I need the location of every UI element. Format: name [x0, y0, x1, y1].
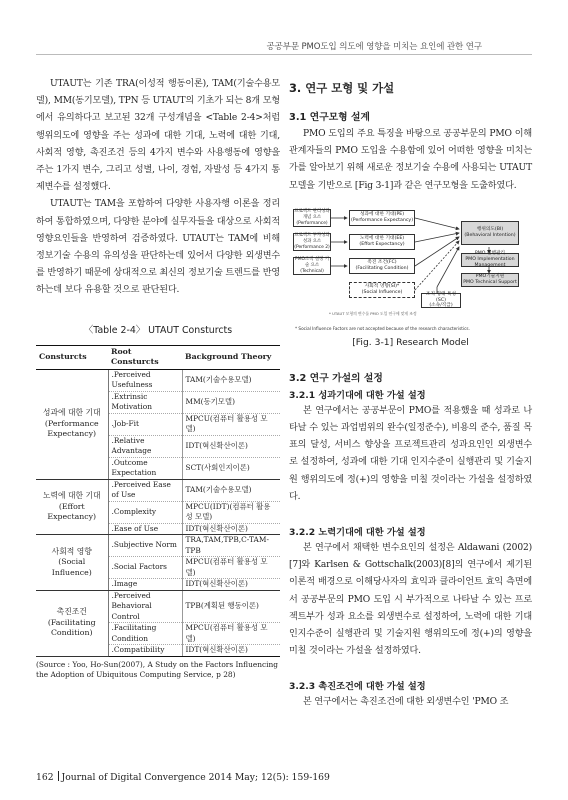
figure-label: PMO기술지원: [475, 274, 505, 280]
paragraph-utaut-intro: UTAUT는 기존 TRA(이성적 행동이론), TAM(기술수용모델), MM(동기모델), TPN 등 UTAUT의 기초가 되는 8개 모형에서 유의하다고 보고된 32개 구성개념을 <Table 2-4>처럼 행위의도에 영향을 주는 성과에 대한 기대, 노력에 대한 기대, 사회적 영향, 촉진조건 등의 4가지 변수와 사용행동에 영향을 주는 1가지 변수, 그리고 성별, 나이, 경험, 자발성 등 4가지 통제변수를 설정했다.: [36, 79, 280, 193]
section-3-2-3-title: 3.2.3 촉진조건에 대한 가설 설정: [289, 681, 426, 693]
section-3-2-1-title: 3.2.1 성과기대에 대한 가설 설정: [289, 389, 426, 401]
footer-divider: [58, 771, 59, 781]
background-theory: IDT(혁신확산이론): [182, 435, 280, 457]
figure-label: 사회적 영향(SI)*: [364, 284, 400, 290]
figure-label-en: (Effort Expectancy): [359, 241, 405, 247]
section-3-2-title: 3.2 연구 가설의 설정: [289, 372, 383, 384]
figure-label: PMO조직 설정 기술 요소: [295, 257, 329, 269]
root-construct: .Job-Fit: [108, 413, 182, 435]
section-3-2-2-title: 3.2.2 노력기대에 대한 가설 설정: [289, 527, 426, 539]
header-rule: [36, 54, 532, 55]
group-label-social: 사회적 영향 (Social Influence): [36, 535, 108, 591]
section-3-2-2-paragraph: 본 연구에서 채택한 변수요인의 설정은 Aldawani (2002)[7]와 Karlsen & Gottschalk(2003)[8]의 연구에서 제기된 이론적 배경으로 이해당사자의 효익과 클라이언트 효익 측면에서 공공부문의 PMO 도입 시 부가적으로 나타날 수 있는 프로젝트부가 성과 요소를 외생변수로 설정하여, 노력에 대한 기대 인지수준이 실행관리 및 기술지원 행위의도에 정(+)의 영향을 미칠 것이라는 가설을 설정하였다.: [289, 543, 532, 657]
background-theory: TPB(계획된 행동이론): [182, 590, 280, 623]
root-construct: .Perceived Usefulness: [108, 369, 182, 391]
table-row: [36, 535, 280, 557]
figure-caption: [Fig. 3-1] Research Model: [352, 336, 469, 348]
figure-box-pmo-technical-support: [461, 273, 519, 287]
root-construct: .Relative Advantage: [108, 435, 182, 457]
figure-box-technical-factor: [293, 257, 331, 275]
root-construct: .Subjective Norm: [108, 535, 182, 557]
left-column: [36, 76, 280, 681]
figure-label-en: (Performance 2): [294, 244, 330, 250]
background-theory: TAM(기술수용모델): [182, 369, 280, 391]
figure-note: * Social Influence Factors are not accepted because of the research characteristics.: [295, 325, 470, 331]
figure-box-pmo-implementation: [461, 253, 519, 267]
figure-small-note: * UTAUT 모형의 변수를 PMO 도입 연구에 맞게 조정: [329, 310, 417, 316]
paragraph-utaut-summary: UTAUT는 TAM을 포함하여 다양한 사용자행 이론을 정리하여 통합하였으며, 다양한 분야에 실무자들을 대상으로 사회적 영향요인들을 반영하여 검증하였다. UTAUT는 TAM에 비해 정보기술 수용의 유의성을 판단하는데 있어서 다양한 외생변수를 반영하기 때문에 상대적으로 최신의 정보기술 트렌드를 반영하는데 보다 유용할 것으로 판단된다.: [36, 199, 280, 296]
figure-box-behavioral-intention: [461, 221, 519, 245]
figure-label-en: (Performance Expectancy): [350, 217, 414, 223]
figure-label-en: (소속/직급): [429, 303, 453, 309]
figure-label-en: (Social Influence): [361, 289, 403, 295]
figure-box-facilitating-condition: [349, 258, 415, 274]
background-theory: IDT(혁신확산이론): [182, 645, 280, 657]
figure-box-investment-factor: [293, 233, 331, 251]
section-3-1-title: 3.1 연구모형 설계: [289, 112, 370, 123]
figure-label-en: PMO Implementation Management: [465, 257, 515, 268]
figure-label: PMO 실행관리: [474, 251, 506, 257]
right-column: [289, 80, 532, 712]
figure-label: 프로젝트 관리성과 개념 요소: [294, 209, 330, 221]
group-label-performance: 성과에 대한 기대 (Performance Expectancy): [36, 369, 108, 479]
figure-label: 조직 형태 특성 (SC): [425, 291, 457, 303]
figure-label-en: PMO Technical Support: [463, 279, 517, 285]
page-number: 162: [36, 772, 54, 783]
figure-label-en: (Performance): [296, 220, 328, 226]
group-label-effort: 노력에 대한 기대(Effort Expectancy): [36, 479, 108, 535]
utaut-constructs-table: [36, 345, 280, 657]
background-theory: MPCU(IDT)(컴퓨터 활용성 모델): [182, 501, 280, 523]
background-theory: IDT(혁신확산이론): [182, 523, 280, 535]
figure-label-en: (Behavioral Intention): [464, 232, 516, 238]
root-construct: .Perceived Ease of Use: [108, 479, 182, 501]
group-label-facilitating: 촉진조건 (Facilitating Condition): [36, 590, 108, 656]
figure-label: 성과에 대한 기대(PE): [359, 212, 405, 218]
running-header: 공공부문 PMO도입 의도에 영향을 미치는 요인에 관한 연구: [266, 42, 482, 52]
root-construct: .Perceived Behavioral Control: [108, 590, 182, 623]
root-construct: .Complexity: [108, 501, 182, 523]
journal-citation: Journal of Digital Convergence 2014 May; 12(5): 159-169: [61, 772, 330, 783]
background-theory: MPCU(컴퓨터 활용성 모델): [182, 413, 280, 435]
root-construct: .Compatibility: [108, 645, 182, 657]
root-construct: .Outcome Expectation: [108, 457, 182, 479]
table-header-theory: Background Theory: [182, 345, 280, 369]
background-theory: MPCU(컴퓨터 활용성 모델): [182, 623, 280, 645]
root-construct: .Extrinsic Motivation: [108, 391, 182, 413]
figure-label-en: (Technical): [300, 268, 324, 274]
table-row: [36, 590, 280, 623]
section-3-2-1-paragraph: 본 연구에서는 공공부문이 PMO를 적용했을 때 성과로 나타날 수 있는 과업범위의 완수(일정준수), 비용의 준수, 품질 목표의 달성, 서비스 향상을 프로젝트관리 성과요인인 외생변수로 설정하여, 성과에 대한 기대 인지수준이 실행관리 및 기술지원 행위의도에 정(+)의 영향을 미칠 것이라는 가설을 설정하였다.: [289, 405, 532, 502]
figure-box-performance-expectancy: [349, 210, 415, 226]
table-header-row: [36, 345, 280, 369]
figure-label: 노력에 대한 기대(EE): [359, 236, 405, 242]
figure-box-effort-expectancy: [349, 234, 415, 250]
section-3-2-3-paragraph: 본 연구에서는 촉진조건에 대한 외생변수인 'PMO 조: [303, 697, 509, 708]
table-row: [36, 369, 280, 391]
section-3-1-paragraph: PMO 도입의 주요 특징을 바탕으로 공공부문의 PMO 이해관계자들의 PMO 도입을 수용함에 있어 어떠한 영향을 미치는 가를 알아보기 위해 새로운 정보기술 수용에 사용되는 UTAUT모델을 기반으로 [Fig 3-1]과 같은 연구모형을 도출하였다.: [289, 129, 532, 191]
root-construct: .Ease of Use: [108, 523, 182, 535]
background-theory: TRA,TAM,TPB,C-TAM-TPB: [182, 535, 280, 557]
figure-box-organization-characteristics: [421, 293, 461, 308]
background-theory: SCT(사회인지이론): [182, 457, 280, 479]
background-theory: IDT(혁신확산이론): [182, 579, 280, 591]
background-theory: MPCU(컴퓨터 활용성 모델): [182, 557, 280, 579]
figure-box-social-influence: [349, 282, 415, 298]
table-header-root: Root Consturcts: [108, 345, 182, 369]
page-footer: [36, 771, 330, 783]
root-construct: .Facilitating Condition: [108, 623, 182, 645]
root-construct: .Social Factors: [108, 557, 182, 579]
figure-label-en: (Facilitating Condition): [355, 265, 409, 271]
figure-label: 촉진 조건(FC): [367, 260, 397, 266]
root-construct: .Image: [108, 579, 182, 591]
table-source-note: (Source : Yoo, Ho-Sun(2007), A Study on the Factors Influencing the Adoption of Ubiquitous Computing Service, p 28): [36, 659, 278, 680]
research-model-figure: [289, 207, 532, 331]
section-3-title: 3. 연구 모형 및 가설: [289, 81, 395, 95]
background-theory: MM(동기모델): [182, 391, 280, 413]
figure-box-management-factor: [293, 209, 331, 227]
table-caption: 〈Table 2-4〉 UTAUT Consturcts: [83, 324, 233, 336]
table-row: [36, 479, 280, 501]
table-header-constructs: Consturcts: [36, 345, 108, 369]
figure-label: 프로젝트 투자성과 성과 요소: [294, 233, 330, 245]
background-theory: TAM(기술수용모델): [182, 479, 280, 501]
figure-label: 행위의도(BI): [476, 227, 504, 233]
